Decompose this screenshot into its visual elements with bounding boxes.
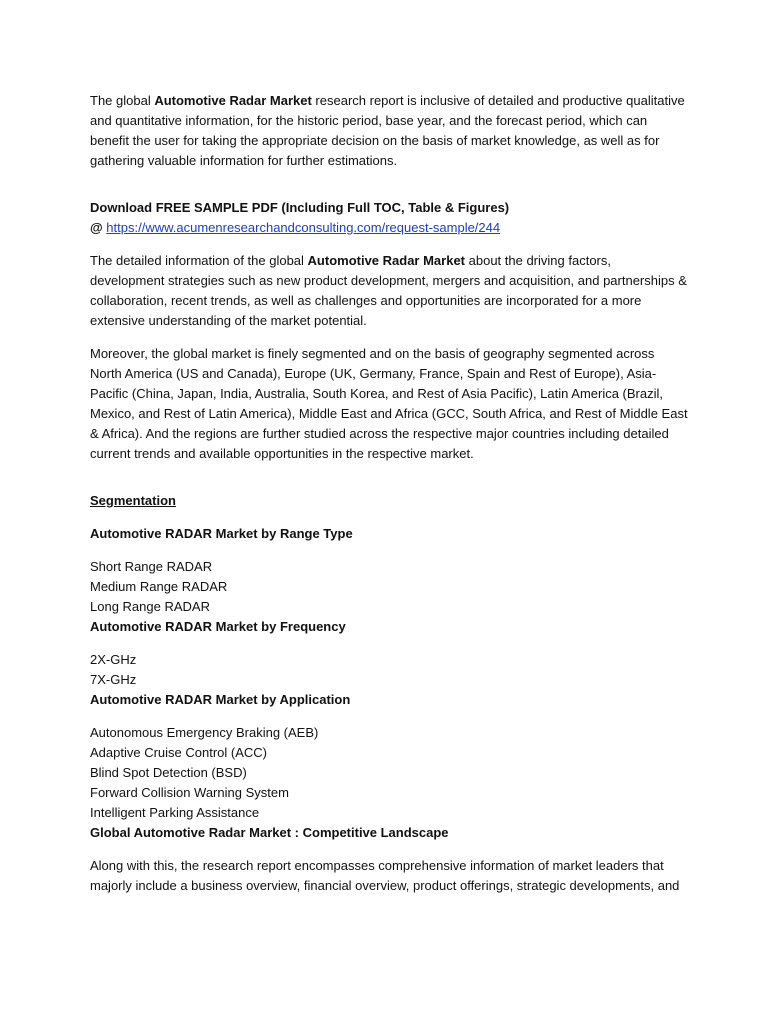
detail-text-1: The detailed information of the global [90, 253, 308, 268]
geo-paragraph: Moreover, the global market is finely segmented and on the basis of geography segmented across North America (US and Canada), Europe (UK, Germany, France, Spain and Rest of Europe), Asia-Pacific (China, Japan, India, Australia, South Korea, and Rest of Asia Pacific), Latin America (Brazil, Mexico, and Rest of Latin America), Middle East and Africa (GCC, South Africa, and Rest of Middle East & Africa). And the regions are further studied across the respective major countries including detailed current trends and available opportunities in the respective market. [90, 346, 688, 461]
list-item: Blind Spot Detection (BSD) [90, 765, 247, 780]
application-list [90, 723, 688, 823]
list-item: Long Range RADAR [90, 599, 210, 614]
intro-bold-market: Automotive Radar Market [154, 93, 312, 108]
frequency-heading: Automotive RADAR Market by Frequency [90, 619, 346, 634]
intro-text-2: research report is inclusive of detailed and productive qualitative and quantitative information, for the historic period, base year, and the forecast period, which can benefit the user for taking the appropriate decision on the basis of market knowledge, as well as for gathering valuable information for further estimations. [90, 93, 685, 168]
intro-text-1: The global [90, 93, 155, 108]
sample-link[interactable]: https://www.acumenresearchandconsulting.com/request-sample/244 [106, 220, 501, 235]
detail-text-2: about the driving factors, development strategies such as new product development, mergers and acquisition, and partnerships & collaboration, recent trends, as well as challenges and opportunities are incorporated for a more extensive understanding of the market potential. [90, 253, 687, 328]
download-link-line [90, 218, 688, 238]
list-item: Intelligent Parking Assistance [90, 805, 260, 820]
competitive-paragraph: Along with this, the research report encompasses comprehensive information of market leaders that majorly include a business overview, financial overview, product offerings, strategic developments, and [90, 858, 680, 893]
list-item: Adaptive Cruise Control (ACC) [90, 745, 268, 760]
list-item: Medium Range RADAR [90, 579, 228, 594]
range-heading: Automotive RADAR Market by Range Type [90, 526, 353, 541]
detail-bold-market: Automotive Radar Market [307, 253, 466, 268]
frequency-list [90, 650, 688, 690]
competitive-heading: Global Automotive Radar Market : Competitive Landscape [90, 825, 449, 840]
detail-paragraph [90, 251, 688, 331]
segmentation-heading: Segmentation [90, 493, 176, 508]
download-at: @ [90, 220, 107, 235]
download-label: Download FREE SAMPLE PDF (Including Full TOC, Table & Figures) [90, 200, 510, 215]
list-item: Autonomous Emergency Braking (AEB) [90, 725, 319, 740]
list-item: 2X-GHz [90, 652, 137, 667]
intro-paragraph [90, 91, 688, 171]
range-list [90, 557, 688, 617]
list-item: 7X-GHz [90, 672, 137, 687]
list-item: Short Range RADAR [90, 559, 213, 574]
application-heading: Automotive RADAR Market by Application [90, 692, 351, 707]
list-item: Forward Collision Warning System [90, 785, 289, 800]
